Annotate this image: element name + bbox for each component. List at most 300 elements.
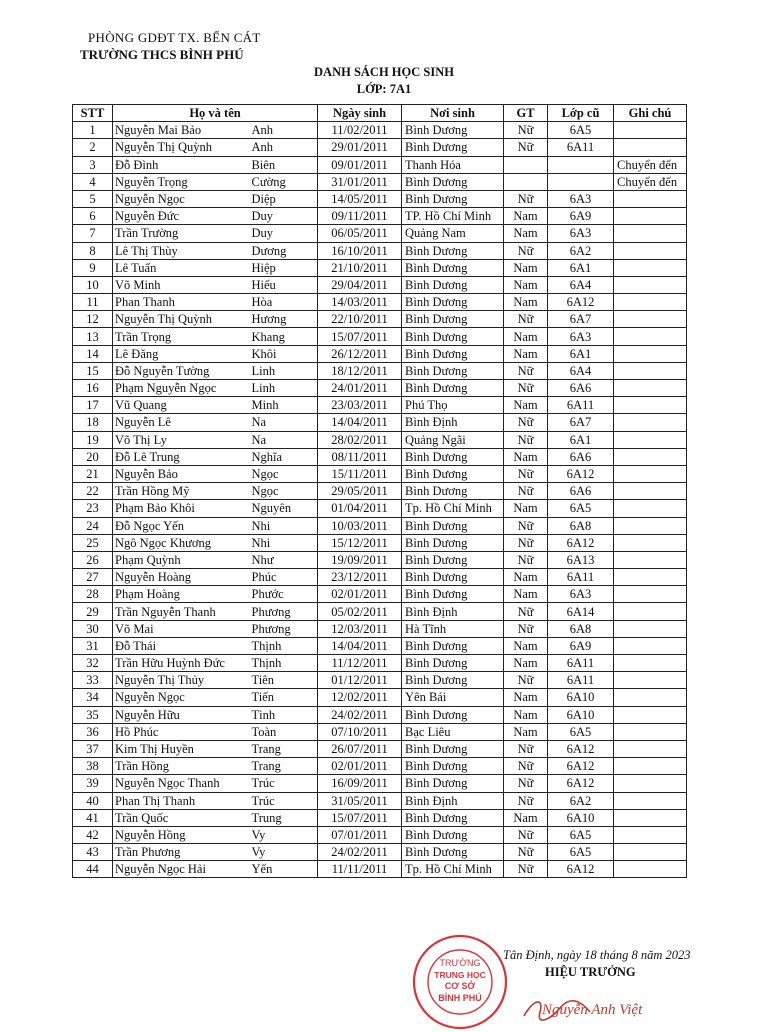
family-name-cell: Hồ Phúc <box>113 723 250 740</box>
note-cell <box>614 276 687 293</box>
birth-date-cell: 26/07/2011 <box>318 740 402 757</box>
family-name-cell: Nguyễn Thị Quỳnh <box>113 139 250 156</box>
previous-class-cell: 6A11 <box>548 672 614 689</box>
stt-cell: 43 <box>73 844 113 861</box>
family-name-cell: Trần Hữu Huỳnh Đức <box>113 655 250 672</box>
birth-date-cell: 24/02/2011 <box>318 706 402 723</box>
stt-cell: 18 <box>73 414 113 431</box>
family-name-cell: Võ Thị Ly <box>113 431 250 448</box>
gender-cell: Nam <box>504 809 548 826</box>
table-row <box>73 809 687 826</box>
given-name-cell: Khang <box>250 328 318 345</box>
birth-date-cell: 05/02/2011 <box>318 603 402 620</box>
birth-date-cell: 14/04/2011 <box>318 414 402 431</box>
birth-place-cell: Bình Dương <box>402 551 504 568</box>
table-row <box>73 637 687 654</box>
birth-place-cell: Bình Dương <box>402 706 504 723</box>
table-row <box>73 173 687 190</box>
stt-cell: 26 <box>73 551 113 568</box>
gender-cell: Nữ <box>504 775 548 792</box>
birth-date-cell: 12/02/2011 <box>318 689 402 706</box>
birth-date-cell: 24/02/2011 <box>318 844 402 861</box>
table-header-row <box>73 105 687 122</box>
previous-class-cell: 6A9 <box>548 208 614 225</box>
gender-cell <box>504 173 548 190</box>
gender-cell: Nữ <box>504 242 548 259</box>
note-cell <box>614 706 687 723</box>
stt-cell: 34 <box>73 689 113 706</box>
note-cell: Chuyển đến <box>614 156 687 173</box>
given-name-cell: Hương <box>250 311 318 328</box>
gender-cell: Nam <box>504 345 548 362</box>
gender-cell: Nữ <box>504 758 548 775</box>
birth-date-cell: 14/05/2011 <box>318 190 402 207</box>
document-title: DANH SÁCH HỌC SINH <box>314 65 454 79</box>
birth-place-cell: Bình Dương <box>402 586 504 603</box>
note-cell <box>614 517 687 534</box>
note-cell <box>614 294 687 311</box>
previous-class-cell: 6A5 <box>548 723 614 740</box>
gender-cell: Nữ <box>504 740 548 757</box>
birth-place-cell: Bình Dương <box>402 276 504 293</box>
family-name-cell: Đỗ Nguyễn Tường <box>113 362 250 379</box>
given-name-cell: Linh <box>250 380 318 397</box>
seal-top-text: TRƯỜNG <box>439 958 481 968</box>
family-name-cell: Trần Nguyễn Thanh <box>113 603 250 620</box>
previous-class-cell: 6A12 <box>548 294 614 311</box>
given-name-cell: Duy <box>250 208 318 225</box>
stt-cell: 32 <box>73 655 113 672</box>
stt-cell: 15 <box>73 362 113 379</box>
stt-cell: 39 <box>73 775 113 792</box>
stt-cell: 33 <box>73 672 113 689</box>
table-row <box>73 655 687 672</box>
stt-cell: 9 <box>73 259 113 276</box>
birth-date-cell: 11/12/2011 <box>318 655 402 672</box>
birth-place-cell: Bình Định <box>402 414 504 431</box>
table-row <box>73 225 687 242</box>
table-row <box>73 397 687 414</box>
table-row <box>73 156 687 173</box>
previous-class-cell: 6A6 <box>548 483 614 500</box>
family-name-cell: Kim Thị Huyền <box>113 740 250 757</box>
previous-class-cell: 6A1 <box>548 431 614 448</box>
family-name-cell: Đỗ Thái <box>113 637 250 654</box>
previous-class-cell: 6A3 <box>548 328 614 345</box>
previous-class-cell: 6A10 <box>548 706 614 723</box>
note-cell <box>614 345 687 362</box>
stt-cell: 44 <box>73 861 113 878</box>
family-name-cell: Trần Hồng Mỹ <box>113 483 250 500</box>
birth-date-cell: 10/03/2011 <box>318 517 402 534</box>
note-cell <box>614 311 687 328</box>
stt-cell: 24 <box>73 517 113 534</box>
gender-cell: Nữ <box>504 465 548 482</box>
birth-date-cell: 14/04/2011 <box>318 637 402 654</box>
given-name-cell: Diệp <box>250 190 318 207</box>
stt-cell: 40 <box>73 792 113 809</box>
previous-class-cell: 6A12 <box>548 534 614 551</box>
birth-place-cell: Bình Dương <box>402 655 504 672</box>
gender-cell: Nam <box>504 637 548 654</box>
note-cell <box>614 551 687 568</box>
note-cell <box>614 723 687 740</box>
stt-cell: 1 <box>73 122 113 139</box>
given-name-cell: Nguyên <box>250 500 318 517</box>
previous-class-cell <box>548 173 614 190</box>
gender-cell: Nữ <box>504 122 548 139</box>
given-name-cell: Anh <box>250 139 318 156</box>
stt-cell: 17 <box>73 397 113 414</box>
note-cell <box>614 208 687 225</box>
stt-cell: 16 <box>73 380 113 397</box>
family-name-cell: Phạm Bảo Khôi <box>113 500 250 517</box>
birth-place-cell: Tp. Hồ Chí Minh <box>402 500 504 517</box>
stt-cell: 22 <box>73 483 113 500</box>
column-header-full-name: Họ và tên <box>113 105 318 122</box>
family-name-cell: Nguyễn Hữu <box>113 706 250 723</box>
table-row <box>73 414 687 431</box>
birth-place-cell: Thanh Hóa <box>402 156 504 173</box>
family-name-cell: Nguyễn Đức <box>113 208 250 225</box>
column-header-stt: STT <box>73 105 113 122</box>
previous-class-cell: 6A11 <box>548 397 614 414</box>
given-name-cell: Na <box>250 414 318 431</box>
birth-place-cell: Bình Dương <box>402 380 504 397</box>
birth-date-cell: 07/01/2011 <box>318 826 402 843</box>
birth-place-cell: Yên Bái <box>402 689 504 706</box>
family-name-cell: Phạm Quỳnh <box>113 551 250 568</box>
birth-place-cell: Bình Dương <box>402 637 504 654</box>
birth-date-cell: 02/01/2011 <box>318 758 402 775</box>
birth-date-cell: 28/02/2011 <box>318 431 402 448</box>
gender-cell: Nữ <box>504 362 548 379</box>
family-name-cell: Đỗ Đình <box>113 156 250 173</box>
given-name-cell: Nhi <box>250 517 318 534</box>
gender-cell <box>504 156 548 173</box>
given-name-cell: Khôi <box>250 345 318 362</box>
column-header-birth-place: Nơi sinh <box>402 105 504 122</box>
given-name-cell: Ngọc <box>250 483 318 500</box>
birth-place-cell: Bình Dương <box>402 826 504 843</box>
birth-place-cell: Hà Tĩnh <box>402 620 504 637</box>
family-name-cell: Nguyễn Bảo <box>113 465 250 482</box>
given-name-cell: Vy <box>250 844 318 861</box>
table-row <box>73 706 687 723</box>
gender-cell: Nữ <box>504 551 548 568</box>
family-name-cell: Ngô Ngọc Khương <box>113 534 250 551</box>
family-name-cell: Trần Phương <box>113 844 250 861</box>
table-row <box>73 139 687 156</box>
birth-date-cell: 15/11/2011 <box>318 465 402 482</box>
given-name-cell: Trang <box>250 740 318 757</box>
birth-place-cell: Bình Dương <box>402 139 504 156</box>
birth-place-cell: Bình Dương <box>402 844 504 861</box>
given-name-cell: Dương <box>250 242 318 259</box>
previous-class-cell: 6A1 <box>548 345 614 362</box>
previous-class-cell: 6A12 <box>548 861 614 878</box>
school-seal-stamp <box>410 932 510 1032</box>
note-cell <box>614 844 687 861</box>
family-name-cell: Phan Thị Thanh <box>113 792 250 809</box>
birth-date-cell: 01/12/2011 <box>318 672 402 689</box>
previous-class-cell: 6A12 <box>548 758 614 775</box>
previous-class-cell: 6A4 <box>548 276 614 293</box>
birth-place-cell: Bình Dương <box>402 173 504 190</box>
birth-place-cell: Bình Định <box>402 792 504 809</box>
stt-cell: 10 <box>73 276 113 293</box>
table-row <box>73 190 687 207</box>
note-cell <box>614 242 687 259</box>
school-name: TRƯỜNG THCS BÌNH PHÚ <box>80 47 244 62</box>
given-name-cell: Minh <box>250 397 318 414</box>
previous-class-cell: 6A6 <box>548 380 614 397</box>
family-name-cell: Nguyễn Thị Quỳnh <box>113 311 250 328</box>
column-header-gender: GT <box>504 105 548 122</box>
birth-place-cell: Bình Dương <box>402 775 504 792</box>
family-name-cell: Trần Quốc <box>113 809 250 826</box>
gender-cell: Nữ <box>504 534 548 551</box>
gender-cell: Nam <box>504 655 548 672</box>
gender-cell: Nữ <box>504 311 548 328</box>
previous-class-cell: 6A5 <box>548 844 614 861</box>
gender-cell: Nam <box>504 294 548 311</box>
birth-date-cell: 08/11/2011 <box>318 448 402 465</box>
birth-place-cell: Bình Dương <box>402 534 504 551</box>
previous-class-cell: 6A11 <box>548 139 614 156</box>
class-label: LỚP: 7A1 <box>356 82 412 96</box>
given-name-cell: Trang <box>250 758 318 775</box>
stt-cell: 12 <box>73 311 113 328</box>
birth-place-cell: Tp. Hồ Chí Minh <box>402 861 504 878</box>
table-row <box>73 620 687 637</box>
table-row <box>73 586 687 603</box>
stt-cell: 11 <box>73 294 113 311</box>
stt-cell: 38 <box>73 758 113 775</box>
gender-cell: Nam <box>504 569 548 586</box>
gender-cell: Nữ <box>504 380 548 397</box>
previous-class-cell: 6A10 <box>548 689 614 706</box>
table-row <box>73 431 687 448</box>
note-cell <box>614 861 687 878</box>
gender-cell: Nam <box>504 225 548 242</box>
table-row <box>73 723 687 740</box>
family-name-cell: Nguyễn Ngọc Thanh <box>113 775 250 792</box>
previous-class-cell: 6A7 <box>548 414 614 431</box>
table-row <box>73 345 687 362</box>
gender-cell: Nữ <box>504 844 548 861</box>
given-name-cell: Thịnh <box>250 637 318 654</box>
birth-place-cell: Bình Dương <box>402 809 504 826</box>
table-row <box>73 517 687 534</box>
note-cell <box>614 637 687 654</box>
birth-date-cell: 29/04/2011 <box>318 276 402 293</box>
gender-cell: Nam <box>504 259 548 276</box>
note-cell <box>614 792 687 809</box>
family-name-cell: Nguyễn Ngọc <box>113 190 250 207</box>
table-row <box>73 775 687 792</box>
birth-place-cell: Bình Dương <box>402 758 504 775</box>
stt-cell: 6 <box>73 208 113 225</box>
family-name-cell: Nguyễn Hoàng <box>113 569 250 586</box>
given-name-cell: Trung <box>250 809 318 826</box>
table-row <box>73 826 687 843</box>
given-name-cell: Yến <box>250 861 318 878</box>
family-name-cell: Nguyễn Ngọc <box>113 689 250 706</box>
family-name-cell: Nguyễn Trọng <box>113 173 250 190</box>
gender-cell: Nam <box>504 448 548 465</box>
previous-class-cell: 6A3 <box>548 190 614 207</box>
family-name-cell: Vũ Quang <box>113 397 250 414</box>
given-name-cell: Vy <box>250 826 318 843</box>
table-row <box>73 311 687 328</box>
note-cell <box>614 775 687 792</box>
birth-place-cell: Bình Dương <box>402 242 504 259</box>
birth-place-cell: Quảng Nam <box>402 225 504 242</box>
gender-cell: Nam <box>504 586 548 603</box>
previous-class-cell: 6A8 <box>548 517 614 534</box>
table-row <box>73 861 687 878</box>
birth-place-cell: Bình Dương <box>402 190 504 207</box>
stt-cell: 42 <box>73 826 113 843</box>
table-row <box>73 448 687 465</box>
birth-date-cell: 18/12/2011 <box>318 362 402 379</box>
table-row <box>73 242 687 259</box>
stt-cell: 21 <box>73 465 113 482</box>
table-row <box>73 792 687 809</box>
birth-place-cell: Bình Dương <box>402 448 504 465</box>
note-cell <box>614 826 687 843</box>
note-cell <box>614 225 687 242</box>
previous-class-cell: 6A13 <box>548 551 614 568</box>
birth-place-cell: Bình Dương <box>402 311 504 328</box>
birth-date-cell: 15/07/2011 <box>318 328 402 345</box>
birth-date-cell: 14/03/2011 <box>318 294 402 311</box>
birth-date-cell: 24/01/2011 <box>318 380 402 397</box>
stt-cell: 3 <box>73 156 113 173</box>
given-name-cell: Trúc <box>250 792 318 809</box>
birth-place-cell: Bình Định <box>402 603 504 620</box>
birth-date-cell: 12/03/2011 <box>318 620 402 637</box>
gender-cell: Nam <box>504 328 548 345</box>
birth-place-cell: Bình Dương <box>402 122 504 139</box>
given-name-cell: Thịnh <box>250 655 318 672</box>
stt-cell: 19 <box>73 431 113 448</box>
note-cell <box>614 603 687 620</box>
note-cell: Chuyển đến <box>614 173 687 190</box>
birth-date-cell: 22/10/2011 <box>318 311 402 328</box>
given-name-cell: Tình <box>250 706 318 723</box>
birth-date-cell: 23/03/2011 <box>318 397 402 414</box>
stt-cell: 27 <box>73 569 113 586</box>
birth-place-cell: Bình Dương <box>402 517 504 534</box>
gender-cell: Nữ <box>504 792 548 809</box>
student-roster-table <box>72 104 687 878</box>
table-row <box>73 500 687 517</box>
note-cell <box>614 139 687 156</box>
note-cell <box>614 414 687 431</box>
note-cell <box>614 465 687 482</box>
birth-date-cell: 21/10/2011 <box>318 259 402 276</box>
birth-date-cell: 31/01/2011 <box>318 173 402 190</box>
department-name: PHÒNG GDĐT TX. BẾN CÁT <box>88 30 261 45</box>
note-cell <box>614 740 687 757</box>
family-name-cell: Phạm Nguyễn Ngọc <box>113 380 250 397</box>
stt-cell: 30 <box>73 620 113 637</box>
gender-cell: Nữ <box>504 861 548 878</box>
gender-cell: Nam <box>504 706 548 723</box>
table-row <box>73 276 687 293</box>
family-name-cell: Võ Mai <box>113 620 250 637</box>
previous-class-cell: 6A5 <box>548 826 614 843</box>
table-row <box>73 362 687 379</box>
note-cell <box>614 431 687 448</box>
previous-class-cell: 6A6 <box>548 448 614 465</box>
previous-class-cell: 6A3 <box>548 225 614 242</box>
birth-place-cell: Bình Dương <box>402 328 504 345</box>
birth-place-cell: Bình Dương <box>402 740 504 757</box>
given-name-cell: Phúc <box>250 569 318 586</box>
given-name-cell: Linh <box>250 362 318 379</box>
given-name-cell: Nghĩa <box>250 448 318 465</box>
previous-class-cell: 6A12 <box>548 465 614 482</box>
signature-name: Nguyễn Anh Việt <box>542 1002 643 1018</box>
given-name-cell: Na <box>250 431 318 448</box>
table-row <box>73 294 687 311</box>
table-row <box>73 689 687 706</box>
gender-cell: Nữ <box>504 620 548 637</box>
family-name-cell: Nguyễn Mai Bảo <box>113 122 250 139</box>
stt-cell: 23 <box>73 500 113 517</box>
previous-class-cell: 6A10 <box>548 809 614 826</box>
stt-cell: 4 <box>73 173 113 190</box>
gender-cell: Nữ <box>504 431 548 448</box>
gender-cell: Nam <box>504 723 548 740</box>
given-name-cell: Anh <box>250 122 318 139</box>
family-name-cell: Nguyễn Lê <box>113 414 250 431</box>
birth-date-cell: 06/05/2011 <box>318 225 402 242</box>
given-name-cell: Nhi <box>250 534 318 551</box>
birth-date-cell: 19/09/2011 <box>318 551 402 568</box>
birth-place-cell: Bạc Liêu <box>402 723 504 740</box>
birth-date-cell: 29/05/2011 <box>318 483 402 500</box>
note-cell <box>614 758 687 775</box>
given-name-cell: Tiến <box>250 689 318 706</box>
previous-class-cell: 6A8 <box>548 620 614 637</box>
family-name-cell: Nguyễn Thị Thủy <box>113 672 250 689</box>
birth-place-cell: Bình Dương <box>402 569 504 586</box>
family-name-cell: Nguyễn Ngọc Hải <box>113 861 250 878</box>
table-row <box>73 758 687 775</box>
gender-cell: Nam <box>504 500 548 517</box>
family-name-cell: Phan Thanh <box>113 294 250 311</box>
birth-date-cell: 11/02/2011 <box>318 122 402 139</box>
table-row <box>73 534 687 551</box>
column-header-previous-class: Lớp cũ <box>548 105 614 122</box>
previous-class-cell: 6A14 <box>548 603 614 620</box>
column-header-note: Ghi chú <box>614 105 687 122</box>
gender-cell: Nữ <box>504 483 548 500</box>
stt-cell: 36 <box>73 723 113 740</box>
note-cell <box>614 809 687 826</box>
gender-cell: Nữ <box>504 826 548 843</box>
family-name-cell: Trần Hồng <box>113 758 250 775</box>
note-cell <box>614 569 687 586</box>
table-body <box>73 122 687 878</box>
signatory-title: HIỆU TRƯỞNG <box>545 965 636 979</box>
note-cell <box>614 483 687 500</box>
family-name-cell: Lê Tuấn <box>113 259 250 276</box>
